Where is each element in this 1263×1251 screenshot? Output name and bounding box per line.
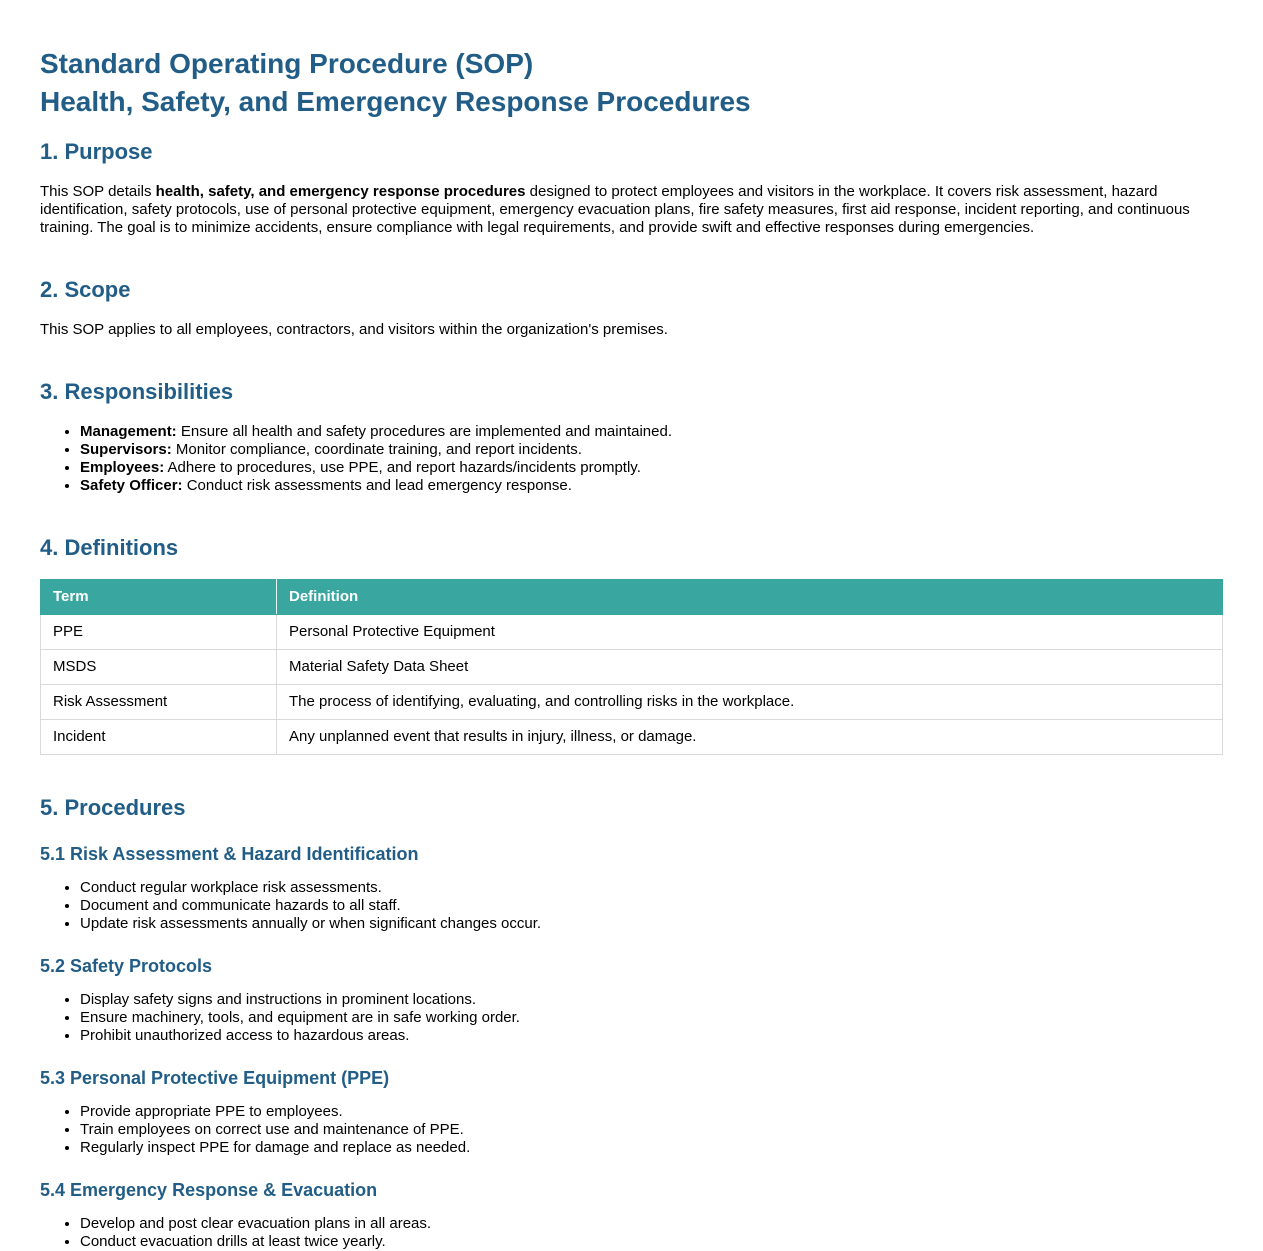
term-cell: Risk Assessment bbox=[41, 685, 277, 720]
table-row bbox=[41, 685, 1223, 720]
table-header-row bbox=[41, 580, 1223, 615]
subsection-heading-ppe: 5.3 Personal Protective Equipment (PPE) bbox=[40, 1068, 390, 1088]
section-heading-responsibilities: 3. Responsibilities bbox=[40, 379, 234, 404]
subsection-heading-safety-protocols: 5.2 Safety Protocols bbox=[40, 956, 213, 976]
table-header-definition: Definition bbox=[277, 580, 1223, 615]
list-item: • Regularly inspect PPE for damage and replace as needed. bbox=[80, 1139, 1223, 1157]
responsibilities-list bbox=[40, 423, 1223, 495]
subsection-heading-risk-assessment: 5.1 Risk Assessment & Hazard Identification bbox=[40, 844, 419, 864]
risk-assessment-list bbox=[40, 879, 1223, 933]
role-description: Adhere to procedures, use PPE, and report hazards/incidents promptly. bbox=[164, 459, 641, 476]
list-item: • Prohibit unauthorized access to hazardous areas. bbox=[80, 1027, 1223, 1045]
list-item: • Display safety signs and instructions in prominent locations. bbox=[80, 991, 1223, 1009]
list-item bbox=[80, 441, 1223, 459]
term-cell: MSDS bbox=[41, 650, 277, 685]
table-header-term: Term bbox=[41, 580, 277, 615]
list-item bbox=[80, 459, 1223, 477]
role-label: Supervisors: bbox=[80, 441, 172, 458]
role-description: Conduct risk assessments and lead emergency response. bbox=[182, 477, 572, 494]
list-item bbox=[80, 423, 1223, 441]
definition-cell: Material Safety Data Sheet bbox=[277, 650, 1223, 685]
table-row bbox=[41, 615, 1223, 650]
definition-cell: The process of identifying, evaluating, and controlling risks in the workplace. bbox=[277, 685, 1223, 720]
table-row bbox=[41, 720, 1223, 755]
emergency-response-list bbox=[40, 1215, 1223, 1251]
list-item: • Update risk assessments annually or when significant changes occur. bbox=[80, 915, 1223, 933]
safety-protocols-list bbox=[40, 991, 1223, 1045]
term-cell: Incident bbox=[41, 720, 277, 755]
role-description: Monitor compliance, coordinate training, and report incidents. bbox=[171, 441, 582, 458]
role-label: Employees: bbox=[80, 459, 165, 476]
section-heading-procedures: 5. Procedures bbox=[40, 795, 186, 820]
list-item bbox=[80, 477, 1223, 495]
document-title bbox=[40, 45, 1223, 121]
scope-paragraph: This SOP applies to all employees, contractors, and visitors within the organization's premises. bbox=[40, 321, 668, 338]
definition-cell: Personal Protective Equipment bbox=[277, 615, 1223, 650]
role-label: Safety Officer: bbox=[80, 477, 183, 494]
list-item: • Train employees on correct use and maintenance of PPE. bbox=[80, 1121, 1223, 1139]
definition-cell: Any unplanned event that results in injury, illness, or damage. bbox=[277, 720, 1223, 755]
list-item: • Document and communicate hazards to all staff. bbox=[80, 897, 1223, 915]
term-cell: PPE bbox=[41, 615, 277, 650]
list-item: • Ensure machinery, tools, and equipment are in safe working order. bbox=[80, 1009, 1223, 1027]
document-title-line2: Health, Safety, and Emergency Response Procedures bbox=[40, 86, 751, 117]
table-row bbox=[41, 650, 1223, 685]
document-title-line1: Standard Operating Procedure (SOP) bbox=[40, 48, 534, 79]
subsection-heading-emergency-response: 5.4 Emergency Response & Evacuation bbox=[40, 1180, 378, 1200]
list-item: • Conduct evacuation drills at least twice yearly. bbox=[80, 1233, 1223, 1251]
purpose-rest-text: designed to protect employees and visitors in the workplace. It covers risk assessment, hazard identification, safety protocols, use of personal protective equipment, emergency evacuation plans, fire safety measures, first aid response, incident reporting, and continuous training. The goal is to minimize accidents, ensure compliance with legal requirements, and provide swift and effective responses during emergencies. bbox=[40, 183, 1190, 236]
section-heading-definitions: 4. Definitions bbox=[40, 535, 179, 560]
purpose-intro-text: This SOP details bbox=[40, 183, 156, 200]
purpose-paragraph bbox=[40, 183, 1223, 237]
list-item: • Provide appropriate PPE to employees. bbox=[80, 1103, 1223, 1121]
role-description: Ensure all health and safety procedures are implemented and maintained. bbox=[176, 423, 672, 440]
list-item: • Conduct regular workplace risk assessments. bbox=[80, 879, 1223, 897]
section-heading-scope: 2. Scope bbox=[40, 277, 131, 302]
definitions-table bbox=[40, 579, 1223, 755]
section-heading-purpose: 1. Purpose bbox=[40, 139, 153, 164]
ppe-list bbox=[40, 1103, 1223, 1157]
purpose-bold-text: health, safety, and emergency response procedures bbox=[155, 183, 526, 200]
list-item: • Develop and post clear evacuation plans in all areas. bbox=[80, 1215, 1223, 1233]
role-label: Management: bbox=[80, 423, 177, 440]
